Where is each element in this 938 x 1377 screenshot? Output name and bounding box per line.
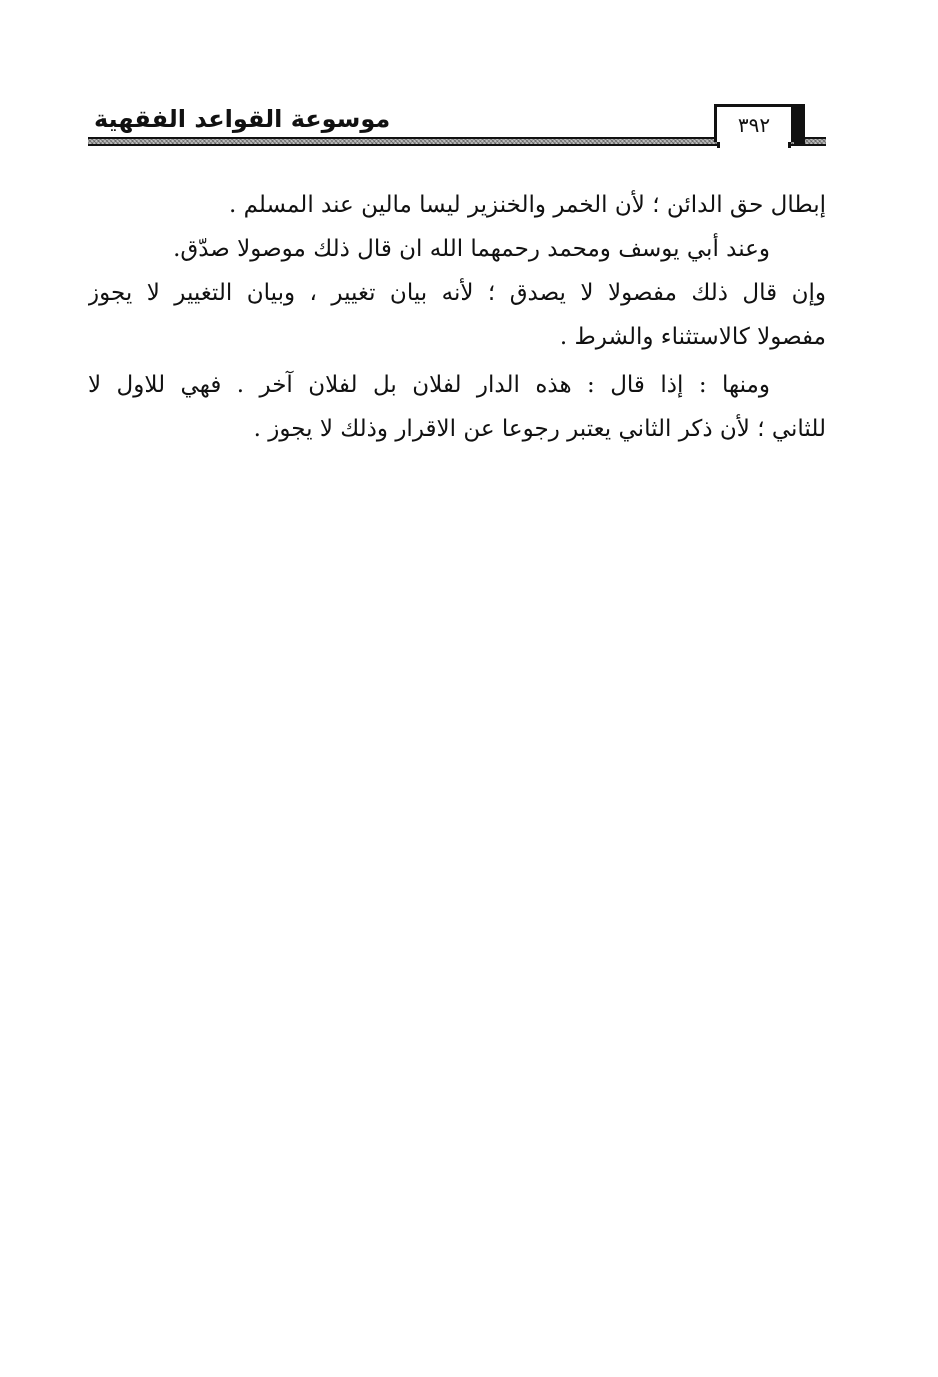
text-line-4: مفصولا كالاستثناء والشرط .	[559, 324, 826, 350]
page-number-box-bar	[794, 104, 805, 145]
body-text	[88, 183, 826, 451]
text-line-2: وعند أبي يوسف ومحمد رحمهما الله ان قال ذلك موصولا صدّق.	[173, 236, 770, 262]
page-number: ٣٩٢	[737, 113, 771, 137]
page-header	[88, 96, 826, 158]
text-line-1: إبطال حق الدائن ؛ لأن الخمر والخنزير ليسا مالين عند المسلم .	[228, 192, 826, 218]
text-line-6: للثاني ؛ لأن ذكر الثاني يعتبر رجوعا عن الاقرار وذلك لا يجوز .	[253, 416, 826, 442]
text-line-3: وإن قال ذلك مفصولا لا يصدق ؛ لأنه بيان تغيير ، وبيان التغيير لا يجوز	[88, 280, 826, 306]
page-number-box	[714, 104, 794, 142]
book-title: موسوعة القواعد الفقهية	[94, 105, 391, 133]
text-line-5: ومنها : إذا قال : هذه الدار لفلان بل لفلان آخر . فهي للاول لا	[88, 372, 770, 398]
